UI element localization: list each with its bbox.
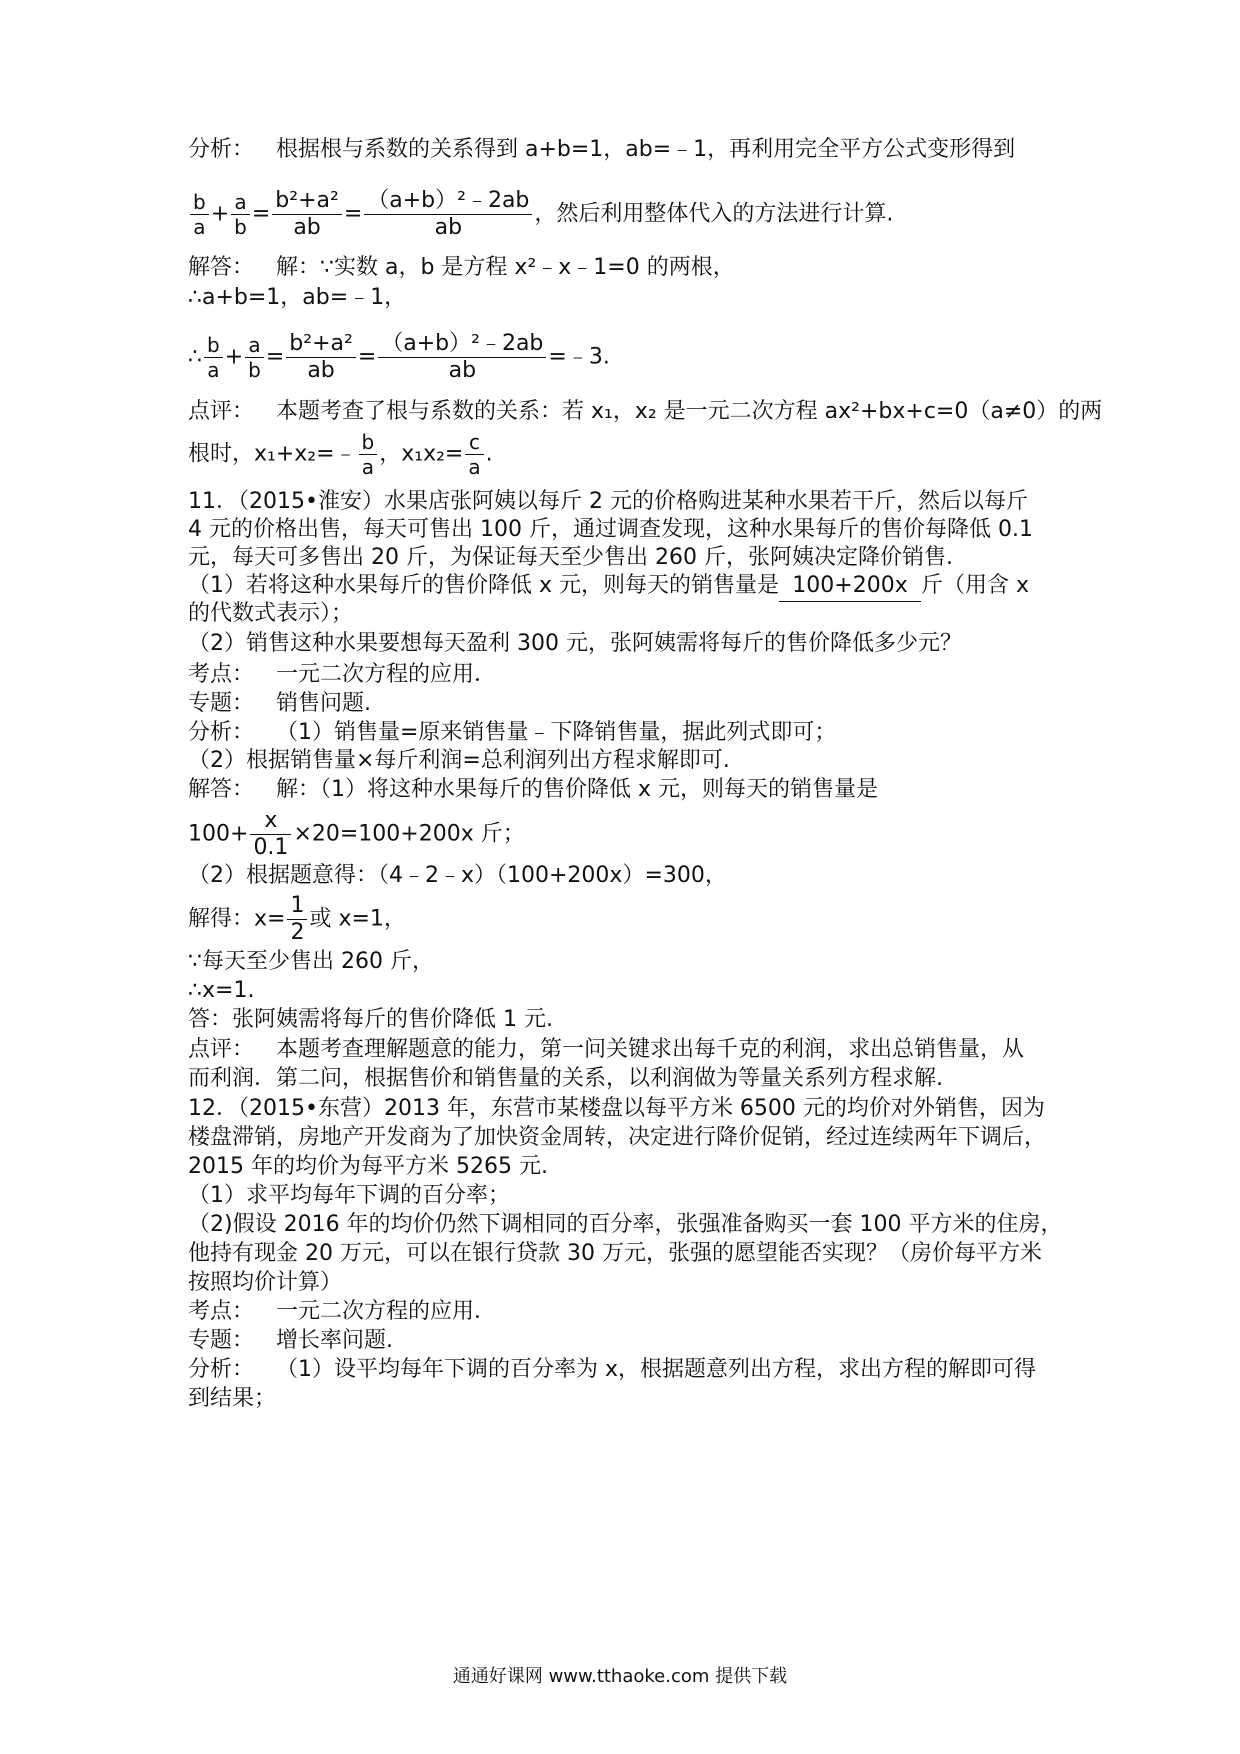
fraction-c-over-a: $\frac{c}{a}$ (465, 430, 483, 479)
fraction-b-over-a-3: $\frac{b}{a}$ (359, 430, 378, 479)
analysis-text: 根据根与系数的关系得到 a+b=1，ab=﹣1，再利用完全平方公式变形得到 (276, 137, 1016, 162)
q12-fenxi-2: 到结果； (188, 1386, 277, 1411)
fraction-one-half: $\frac{1}{2}$ (287, 893, 307, 946)
analysis-label: 分析： (188, 137, 255, 162)
question-12-part2: （2)假设 2016 年的均价仍然下调相同的百分率，张强准备购买一套 100 平方米的住房， (188, 1212, 1063, 1237)
question-11-line-2: 4 元的价格出售，每天可售出 100 斤，通过调查发现，这种水果每斤的售价每降低 0.1 (188, 517, 1033, 542)
question-12-part1: （1）求平均每年下调的百分率； (188, 1183, 510, 1208)
comment-line: 点评： 本题考查了根与系数的关系：若 x₁，x₂ 是一元二次方程 ax²+bx+c=0（a≠0）的两 (188, 397, 1058, 427)
jieda-label: 解答： (188, 777, 255, 802)
fraction-square-form-2: $\frac{\text{（a+b）²﹣2ab}}{ab}$ (378, 331, 546, 384)
q11-jieda-5: ∴x=1. (188, 978, 255, 1003)
question-12-line-2: 楼盘滞销，房地产开发商为了加快资金周转，决定进行降价促销，经过连续两年下调后， (188, 1125, 1047, 1150)
fraction-x-over-01: $\frac{x}{0.1}$ (250, 808, 291, 861)
q11-fenxi-2: （2）根据销售量×每斤利润=总利润列出方程求解即可. (188, 748, 730, 773)
comment-formula-line: 根时，x₁+x₂=﹣ $\frac{b}{a}$ ，x₁x₂= $\frac{c}{a}$ . (188, 430, 493, 479)
comment-label: 点评： (188, 399, 255, 424)
q12-kaodian: 考点： 一元二次方程的应用． (188, 1297, 1058, 1327)
q11-jieda-2: （2）根据题意得：（4﹣2﹣x）（100+200x）=300， (188, 863, 727, 888)
answer-label: 解答： (188, 255, 255, 280)
fraction-a-over-b: $\frac{a}{b}$ (231, 190, 250, 239)
formula-line-2: ∴ $\frac{b}{a}$ + $\frac{a}{b}$ = $\frac{\text{b²+a²}}{ab}$ = $\frac{\text{（a+b）²﹣2ab}}{ab}$ =﹣3. (188, 331, 610, 383)
formula-tail-text: ，然后利用整体代入的方法进行计算. (534, 201, 894, 227)
answer-blank: 100+200x (779, 571, 921, 602)
q12-zhuanti: 专题： 增长率问题. (188, 1326, 1058, 1356)
kaodian-label: 考点： (188, 662, 255, 687)
question-11-line-1: 11．（2015•淮安）水果店张阿姨以每斤 2 元的价格购进某种水果若干斤，然后以每斤 (188, 489, 1028, 514)
answer-text: 解：∵实数 a，b 是方程 x²﹣x﹣1=0 的两根， (276, 255, 735, 280)
q11-jieda: 解答： 解：（1）将这种水果每斤的售价降低 x 元，则每天的销售量是 (188, 775, 1058, 805)
fenxi-label-2: 分析： (188, 1357, 255, 1382)
q11-zhuanti: 专题： 销售问题. (188, 689, 1058, 719)
zhuanti-label: 专题： (188, 691, 255, 716)
fraction-square-form: $\frac{\text{（a+b）²﹣2ab}}{ab}$ (364, 188, 532, 241)
formula-line-1: $\frac{b}{a}$ + $\frac{a}{b}$ = $\frac{\text{b²+a²}}{ab}$ = $\frac{\text{（a+b）²﹣2ab}}{ab}$ ，然后利用整体代入的方法进行计算. (188, 188, 1058, 241)
dianping-label: 点评： (188, 1037, 255, 1062)
fraction-b-over-a: $\frac{b}{a}$ (190, 190, 209, 239)
question-12-line-1: 12．（2015•东营）2013 年，东营市某楼盘以每平方米 6500 元的均价对外销售，因为 (188, 1096, 1045, 1121)
q11-dianping-2: 而利润．第二问，根据售价和销售量的关系，以利润做为等量关系列方程求解. (188, 1066, 943, 1091)
fenxi-label: 分析： (188, 720, 255, 745)
question-11-line-3: 元，每天可多售出 20 斤，为保证每天至少售出 260 斤，张阿姨决定降价销售. (188, 545, 953, 570)
analysis-line (188, 135, 1058, 165)
q11-kaodian: 考点： 一元二次方程的应用． (188, 660, 1058, 690)
answer-line-2: ∴a+b=1，ab=﹣1， (188, 285, 407, 310)
q11-jieda-3: 解得：x= $\frac{1}{2}$ 或 x=1， (188, 893, 406, 945)
fraction-sum-squares: $\frac{\text{b²+a²}}{ab}$ (272, 188, 342, 241)
fraction-a-over-b-2: $\frac{a}{b}$ (245, 333, 264, 382)
q11-fenxi: 分析： （1）销售量=原来销售量﹣下降销售量，据此列式即可； (188, 718, 1058, 748)
zhuanti-label-2: 专题： (188, 1328, 255, 1353)
question-12-part2-cont2: 按照均价计算） (188, 1270, 343, 1295)
fraction-sum-squares-2: $\frac{\text{b²+a²}}{ab}$ (286, 331, 356, 384)
q11-dianping: 点评： 本题考查理解题意的能力，第一问关键求出每千克的利润，求出总销售量，从 (188, 1035, 1058, 1065)
question-12-part2-cont: 他持有现金 20 万元，可以在银行贷款 30 万元，张强的愿望能否实现？（房价每平方米 (188, 1241, 1042, 1266)
q11-jieda-6: 答：张阿姨需将每斤的售价降低 1 元. (188, 1007, 553, 1032)
page-footer: 通通好课网 www.tthaoke.com 提供下载 (452, 1666, 788, 1687)
question-11-part1-cont: 的代数式表示）； (188, 601, 354, 626)
question-12-line-3: 2015 年的均价为每平方米 5265 元. (188, 1154, 548, 1179)
answer-line (188, 253, 1058, 283)
q12-fenxi: 分析： （1）设平均每年下调的百分率为 x，根据题意列出方程，求出方程的解即可得 (188, 1355, 1058, 1385)
q11-formula-line: 100+ $\frac{x}{0.1}$ ×20=100+200x 斤； (188, 808, 525, 860)
question-11-part1: （1）若将这种水果每斤的售价降低 x 元，则每天的销售量是 100+200x 斤（用含 x (188, 571, 1058, 602)
q11-jieda-4: ∵每天至少售出 260 斤， (188, 949, 434, 974)
question-11-part2: （2）销售这种水果要想每天盈利 300 元，张阿姨需将每斤的售价降低多少元？ (188, 631, 962, 656)
kaodian-label-2: 考点： (188, 1299, 255, 1324)
fraction-b-over-a-2: $\frac{b}{a}$ (204, 333, 223, 382)
